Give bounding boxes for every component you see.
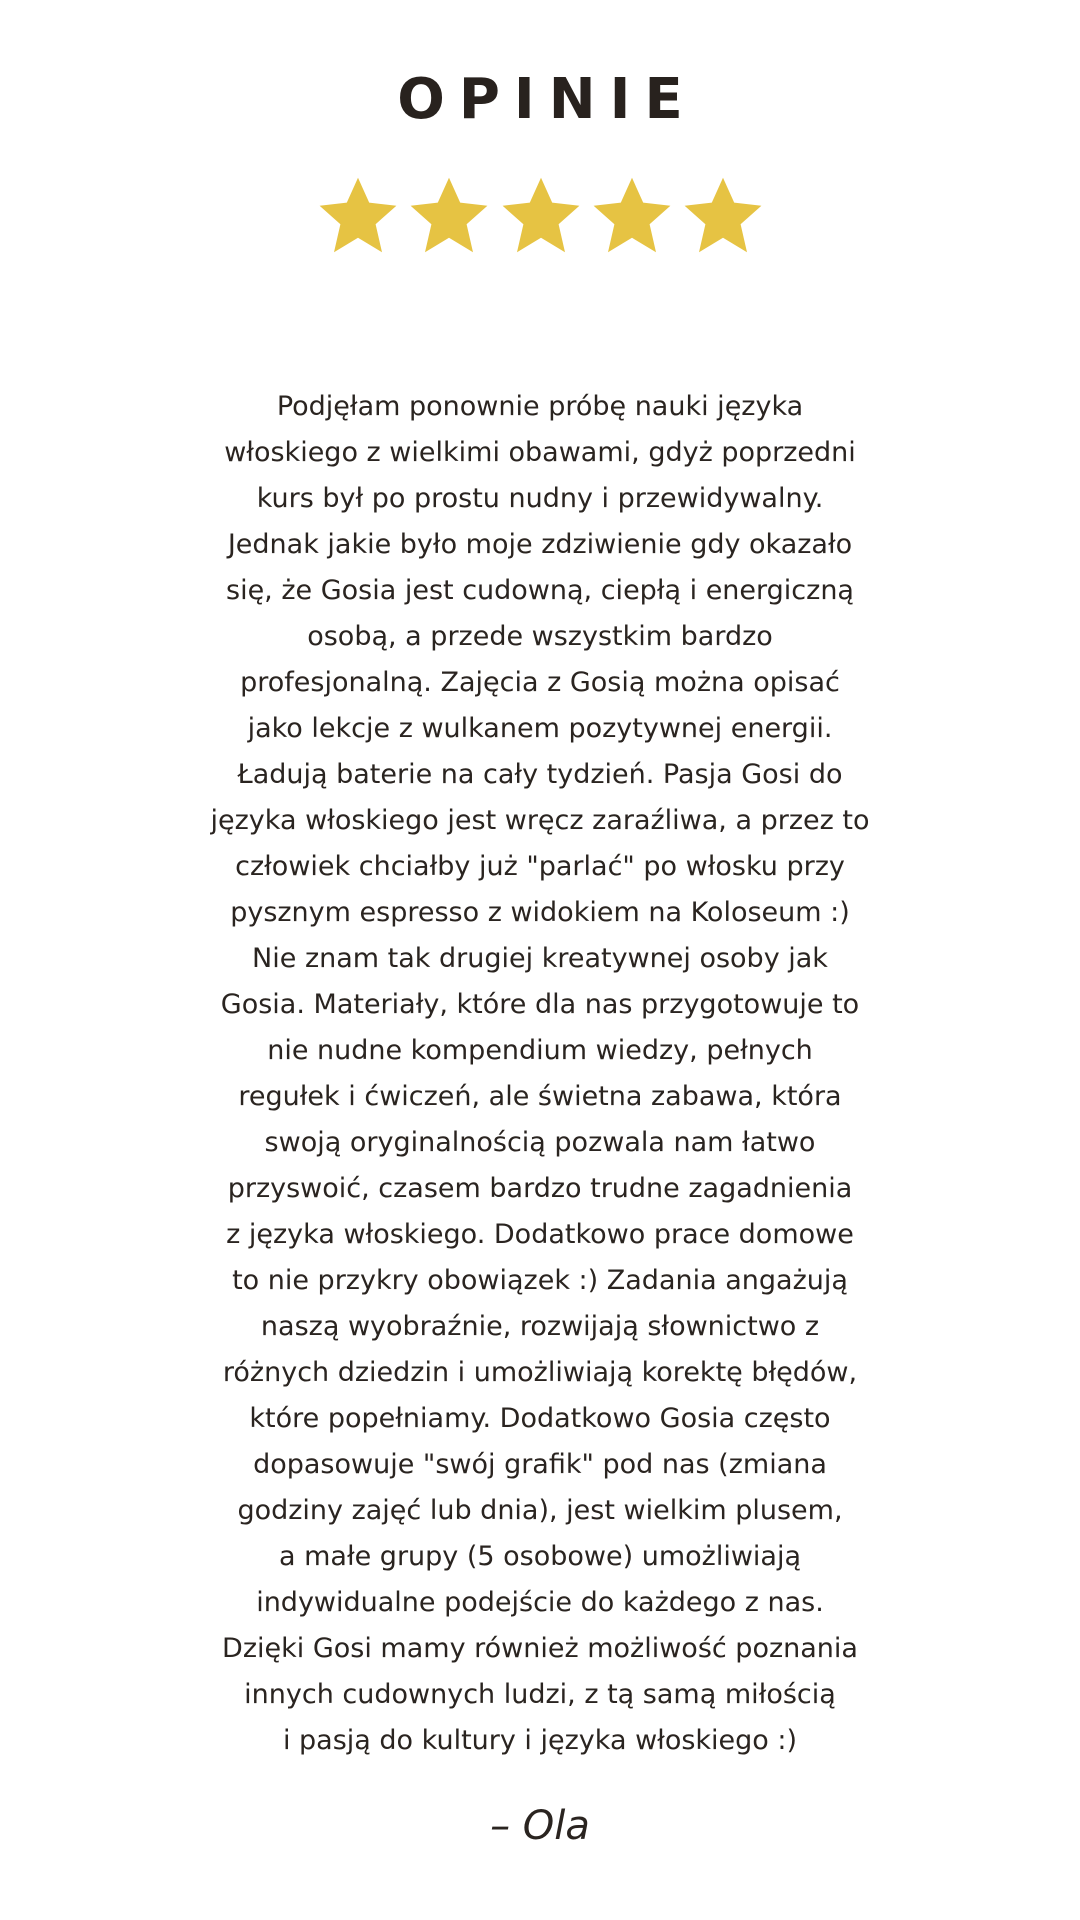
review-line: które popełniamy. Dodatkowo Gosia często (249, 1403, 831, 1434)
review-line: Gosia. Materiały, które dla nas przygotowuje to (220, 989, 860, 1020)
review-line: a małe grupy (5 osobowe) umożliwiają (278, 1541, 802, 1572)
review-line: pysznym espresso z widokiem na Koloseum :) (230, 897, 850, 928)
star-icon (683, 176, 763, 254)
review-line: Podjęłam ponownie próbę nauki języka (276, 391, 804, 422)
review-line: innych cudownych ludzi, z tą samą miłością (244, 1679, 836, 1710)
review-line: indywidualne podejście do każdego z nas. (256, 1587, 824, 1618)
page-title: OPINIE (397, 67, 697, 132)
review-text (100, 384, 980, 1764)
review-line: nie nudne kompendium wiedzy, pełnych (267, 1035, 813, 1066)
review-line: włoskiego z wielkimi obawami, gdyż poprzedni (224, 437, 856, 468)
review-line: człowiek chciałby już "parlać" po włosku przy (235, 851, 845, 882)
review-author: – Ola (490, 1803, 590, 1849)
review-line: swoją oryginalnością pozwala nam łatwo (264, 1127, 816, 1158)
review-line: Jednak jakie było moje zdziwienie gdy okazało (227, 529, 853, 560)
star-icon (501, 176, 581, 254)
review-line: dopasowuje "swój grafik" pod nas (zmiana (253, 1449, 827, 1480)
review-line: Ładują baterie na cały tydzień. Pasja Gosi do (237, 759, 843, 790)
review-line: Dzięki Gosi mamy również możliwość poznania (222, 1633, 858, 1664)
review-line: przyswoić, czasem bardzo trudne zagadnienia (227, 1173, 853, 1204)
review-line: i pasją do kultury i języka włoskiego :) (282, 1725, 798, 1756)
review-line: naszą wyobraźnie, rozwijają słownictwo z (260, 1311, 820, 1342)
review-line: kurs był po prostu nudny i przewidywalny. (256, 483, 824, 514)
review-line: profesjonalną. Zajęcia z Gosią można opisać (240, 667, 840, 698)
review-line: godziny zajęć lub dnia), jest wielkim plusem, (237, 1495, 843, 1526)
review-line: osobą, a przede wszystkim bardzo (307, 621, 773, 652)
review-line: się, że Gosia jest cudowną, ciepłą i energiczną (226, 575, 854, 606)
review-line: z języka włoskiego. Dodatkowo prace domowe (226, 1219, 854, 1250)
review-line: to nie przykry obowiązek :) Zadania angażują (232, 1265, 848, 1296)
review-line: Nie znam tak drugiej kreatywnej osoby jak (252, 943, 828, 974)
star-icon (592, 176, 672, 254)
review-line: języka włoskiego jest wręcz zaraźliwa, a przez to (210, 805, 870, 836)
review-line: jako lekcje z wulkanem pozytywnej energii. (247, 713, 833, 744)
review-line: regułek i ćwiczeń, ale świetna zabawa, która (238, 1081, 842, 1112)
review-line: różnych dziedzin i umożliwiają korektę błędów, (222, 1357, 858, 1388)
star-icon (318, 176, 398, 254)
star-icon (409, 176, 489, 254)
star-rating (318, 176, 763, 254)
